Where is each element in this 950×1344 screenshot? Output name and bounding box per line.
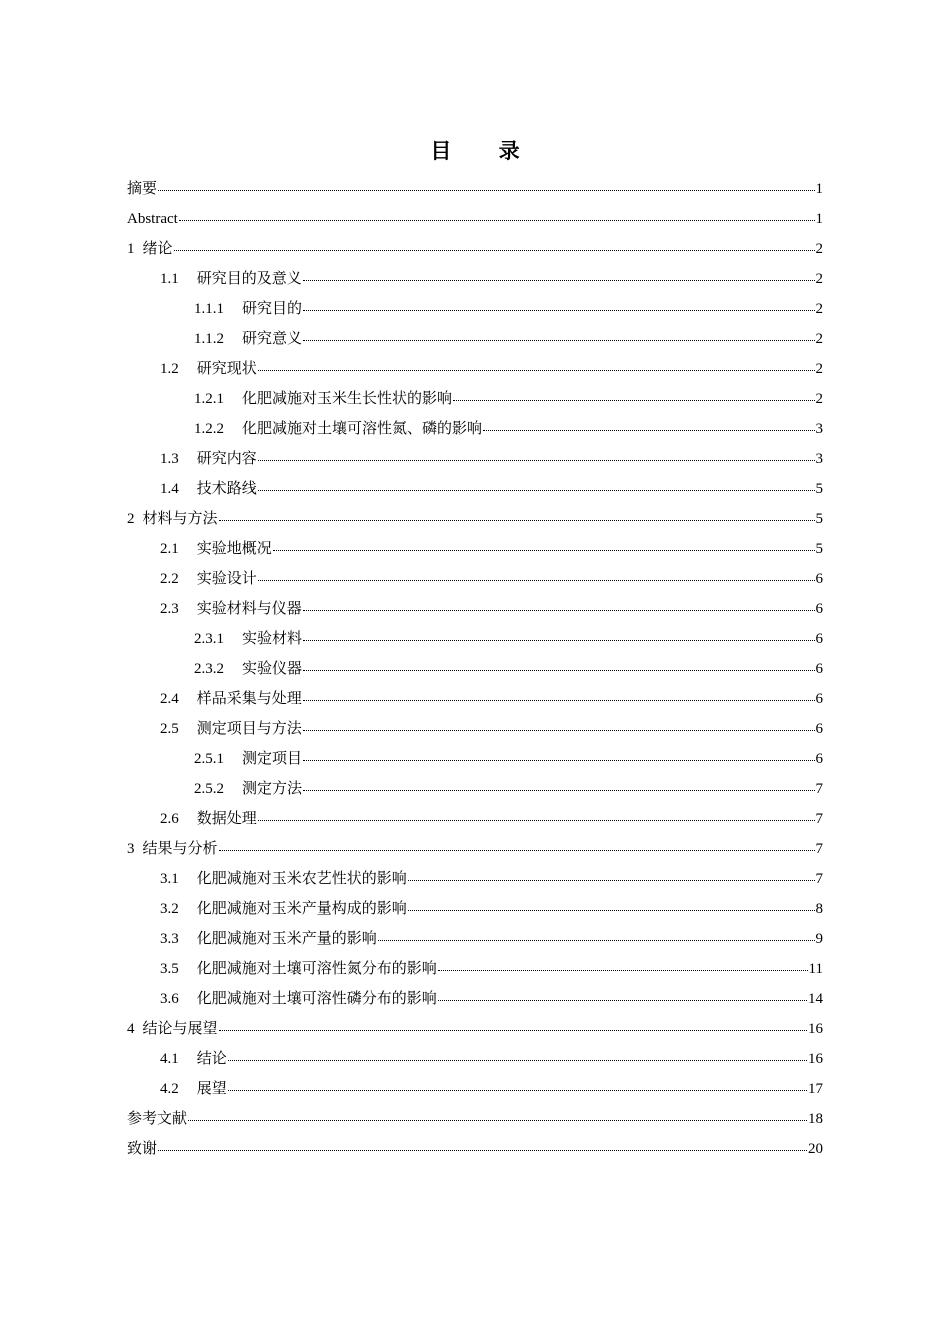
toc-entry-title: 测定项目 <box>242 751 303 767</box>
toc-entry-title: 结论与展望 <box>142 1021 218 1037</box>
toc-entry[interactable] <box>127 1014 823 1044</box>
page-title: 目 录 <box>430 139 540 163</box>
toc-entry[interactable] <box>127 384 823 414</box>
toc-dot-leader <box>303 729 815 731</box>
toc-entry-number: 1.3 <box>160 451 179 467</box>
toc-dot-leader <box>179 219 815 221</box>
toc-entry-page-number: 2 <box>815 391 823 407</box>
toc-entry-title: 化肥减施对玉米农艺性状的影响 <box>196 871 407 887</box>
toc-entry-title: 研究意义 <box>242 331 303 347</box>
toc-entry-title: 化肥减施对玉米产量构成的影响 <box>196 901 407 917</box>
toc-entry-page-number: 6 <box>815 661 823 677</box>
toc-dot-leader <box>303 339 814 341</box>
toc-entry[interactable] <box>127 474 823 504</box>
toc-entry[interactable] <box>127 684 823 714</box>
toc-entry-page-number: 6 <box>815 751 823 767</box>
toc-entry-title: 化肥减施对土壤可溶性氮分布的影响 <box>196 961 437 977</box>
toc-entry[interactable] <box>127 1134 823 1164</box>
toc-dot-leader <box>303 279 815 281</box>
toc-entry-page-number: 2 <box>815 241 823 257</box>
toc-entry-number: 2.1 <box>160 541 179 557</box>
toc-dot-leader <box>158 1149 807 1151</box>
toc-entry[interactable] <box>127 534 823 564</box>
toc-entry-page-number: 17 <box>808 1081 823 1097</box>
toc-entry-title: 化肥减施对土壤可溶性磷分布的影响 <box>196 991 437 1007</box>
toc-entry[interactable] <box>127 744 823 774</box>
toc-entry-title: 实验地概况 <box>196 541 272 557</box>
toc-dot-leader <box>258 579 815 581</box>
toc-dot-leader <box>258 459 815 461</box>
toc-entry-title: 结论 <box>196 1051 227 1067</box>
toc-dot-leader <box>219 519 815 521</box>
toc-dot-leader <box>303 609 815 611</box>
toc-dot-leader <box>483 429 814 431</box>
toc-entry[interactable] <box>127 594 823 624</box>
toc-entry[interactable] <box>127 324 823 354</box>
toc-entry-page-number: 7 <box>815 871 823 887</box>
toc-entry-title: 技术路线 <box>196 481 257 497</box>
toc-entry-number: 3.6 <box>160 991 179 1007</box>
toc-entry-page-number: 1 <box>815 211 823 227</box>
toc-entry-title: 样品采集与处理 <box>196 691 302 707</box>
toc-entry-number: 3.5 <box>160 961 179 977</box>
toc-dot-leader <box>438 969 808 971</box>
toc-entry-number: 1.4 <box>160 481 179 497</box>
toc-entry-page-number: 1 <box>815 181 823 197</box>
toc-entry-title: 化肥减施对玉米产量的影响 <box>196 931 377 947</box>
toc-entry-title: 测定方法 <box>242 781 303 797</box>
toc-entry-number: 2.2 <box>160 571 179 587</box>
toc-dot-leader <box>258 489 815 491</box>
toc-entry[interactable] <box>127 174 823 204</box>
toc-entry[interactable] <box>127 714 823 744</box>
toc-entry-title: 研究现状 <box>196 361 257 377</box>
toc-entry-number: 3.3 <box>160 931 179 947</box>
toc-dot-leader <box>303 669 814 671</box>
toc-entry-number: 2.6 <box>160 811 179 827</box>
toc-dot-leader <box>228 1059 807 1061</box>
toc-entry-title: 摘要 <box>127 181 158 197</box>
toc-entry-title: 实验仪器 <box>242 661 303 677</box>
toc-entry-page-number: 5 <box>815 541 823 557</box>
toc-entry-title: 测定项目与方法 <box>196 721 302 737</box>
toc-entry-title: 化肥减施对玉米生长性状的影响 <box>242 391 453 407</box>
toc-dot-leader <box>408 879 815 881</box>
toc-entry-page-number: 2 <box>815 331 823 347</box>
toc-entry[interactable] <box>127 954 823 984</box>
toc-entry-title: 参考文献 <box>127 1111 188 1127</box>
toc-entry-page-number: 16 <box>808 1051 823 1067</box>
toc-entry-page-number: 11 <box>808 961 823 977</box>
toc-entry[interactable] <box>127 894 823 924</box>
table-of-contents <box>127 174 823 1164</box>
toc-entry-number: 3.1 <box>160 871 179 887</box>
toc-entry[interactable] <box>127 984 823 1014</box>
toc-entry-title: 实验材料与仪器 <box>196 601 302 617</box>
toc-entry-title: Abstract <box>127 211 178 227</box>
toc-entry-title: 展望 <box>196 1081 227 1097</box>
toc-entry-title: 实验设计 <box>196 571 257 587</box>
toc-entry-number: 1 <box>127 241 135 257</box>
toc-entry[interactable] <box>127 804 823 834</box>
toc-dot-leader <box>378 939 815 941</box>
toc-entry-page-number: 2 <box>815 361 823 377</box>
toc-entry[interactable] <box>127 414 823 444</box>
toc-dot-leader <box>438 999 807 1001</box>
toc-entry-number: 3.2 <box>160 901 179 917</box>
toc-dot-leader <box>258 369 815 371</box>
toc-entry-page-number: 2 <box>815 301 823 317</box>
toc-entry-number: 1.1.1 <box>194 301 224 317</box>
toc-dot-leader <box>188 1119 807 1121</box>
toc-entry-title: 结果与分析 <box>142 841 218 857</box>
toc-dot-leader <box>228 1089 807 1091</box>
toc-entry-title: 致谢 <box>127 1141 158 1157</box>
toc-entry-number: 1.1 <box>160 271 179 287</box>
toc-entry-page-number: 6 <box>815 721 823 737</box>
toc-entry-number: 2.3.1 <box>194 631 224 647</box>
toc-dot-leader <box>219 849 815 851</box>
toc-entry[interactable] <box>127 354 823 384</box>
toc-entry[interactable] <box>127 564 823 594</box>
toc-entry-page-number: 6 <box>815 691 823 707</box>
toc-entry-title: 研究目的及意义 <box>196 271 302 287</box>
toc-dot-leader <box>303 639 814 641</box>
toc-dot-leader <box>303 309 814 311</box>
toc-entry-page-number: 3 <box>815 421 823 437</box>
toc-entry-number: 1.2.2 <box>194 421 224 437</box>
toc-entry-page-number: 18 <box>808 1111 823 1127</box>
toc-entry-page-number: 8 <box>815 901 823 917</box>
toc-entry-page-number: 20 <box>808 1141 823 1157</box>
toc-dot-leader <box>303 699 815 701</box>
toc-entry-number: 2.3.2 <box>194 661 224 677</box>
toc-entry[interactable] <box>127 294 823 324</box>
toc-entry-page-number: 9 <box>815 931 823 947</box>
toc-entry-number: 2.4 <box>160 691 179 707</box>
toc-entry-page-number: 14 <box>808 991 823 1007</box>
toc-entry-page-number: 6 <box>815 601 823 617</box>
toc-entry-number: 2.5 <box>160 721 179 737</box>
toc-entry-page-number: 6 <box>815 631 823 647</box>
toc-entry-title: 数据处理 <box>196 811 257 827</box>
toc-entry-number: 2.3 <box>160 601 179 617</box>
toc-dot-leader <box>219 1029 807 1031</box>
toc-entry-page-number: 7 <box>815 811 823 827</box>
toc-dot-leader <box>174 249 815 251</box>
toc-dot-leader <box>408 909 815 911</box>
toc-entry-page-number: 5 <box>815 511 823 527</box>
toc-entry-number: 3 <box>127 841 135 857</box>
toc-dot-leader <box>303 759 814 761</box>
toc-dot-leader <box>158 189 814 191</box>
toc-entry-page-number: 5 <box>815 481 823 497</box>
toc-entry-page-number: 3 <box>815 451 823 467</box>
toc-entry[interactable] <box>127 444 823 474</box>
toc-entry[interactable] <box>127 264 823 294</box>
toc-entry-title: 研究内容 <box>196 451 257 467</box>
toc-entry[interactable] <box>127 864 823 894</box>
toc-entry-page-number: 7 <box>815 841 823 857</box>
toc-entry[interactable] <box>127 504 823 534</box>
toc-entry[interactable] <box>127 1104 823 1134</box>
toc-entry-title: 研究目的 <box>242 301 303 317</box>
toc-entry-number: 4 <box>127 1021 135 1037</box>
toc-entry[interactable] <box>127 204 823 234</box>
toc-entry-page-number: 2 <box>815 271 823 287</box>
toc-dot-leader <box>453 399 814 401</box>
toc-entry-number: 1.2 <box>160 361 179 377</box>
toc-entry[interactable] <box>127 1044 823 1074</box>
toc-entry-number: 1.1.2 <box>194 331 224 347</box>
toc-entry-number: 4.1 <box>160 1051 179 1067</box>
toc-entry-title: 实验材料 <box>242 631 303 647</box>
toc-entry-title: 材料与方法 <box>142 511 218 527</box>
toc-entry[interactable] <box>127 1074 823 1104</box>
toc-entry-number: 2.5.2 <box>194 781 224 797</box>
toc-entry[interactable] <box>127 624 823 654</box>
toc-dot-leader <box>303 789 814 791</box>
toc-dot-leader <box>258 819 815 821</box>
toc-entry-number: 2 <box>127 511 135 527</box>
toc-entry-number: 1.2.1 <box>194 391 224 407</box>
toc-entry-number: 4.2 <box>160 1081 179 1097</box>
toc-entry-title: 绪论 <box>142 241 173 257</box>
toc-entry[interactable] <box>127 834 823 864</box>
toc-entry[interactable] <box>127 924 823 954</box>
toc-entry-number: 2.5.1 <box>194 751 224 767</box>
toc-entry[interactable] <box>127 774 823 804</box>
toc-entry-page-number: 6 <box>815 571 823 587</box>
toc-entry-title: 化肥减施对土壤可溶性氮、磷的影响 <box>242 421 483 437</box>
toc-entry-page-number: 7 <box>815 781 823 797</box>
toc-dot-leader <box>273 549 815 551</box>
toc-entry[interactable] <box>127 234 823 264</box>
toc-entry[interactable] <box>127 654 823 684</box>
toc-entry-page-number: 16 <box>808 1021 823 1037</box>
